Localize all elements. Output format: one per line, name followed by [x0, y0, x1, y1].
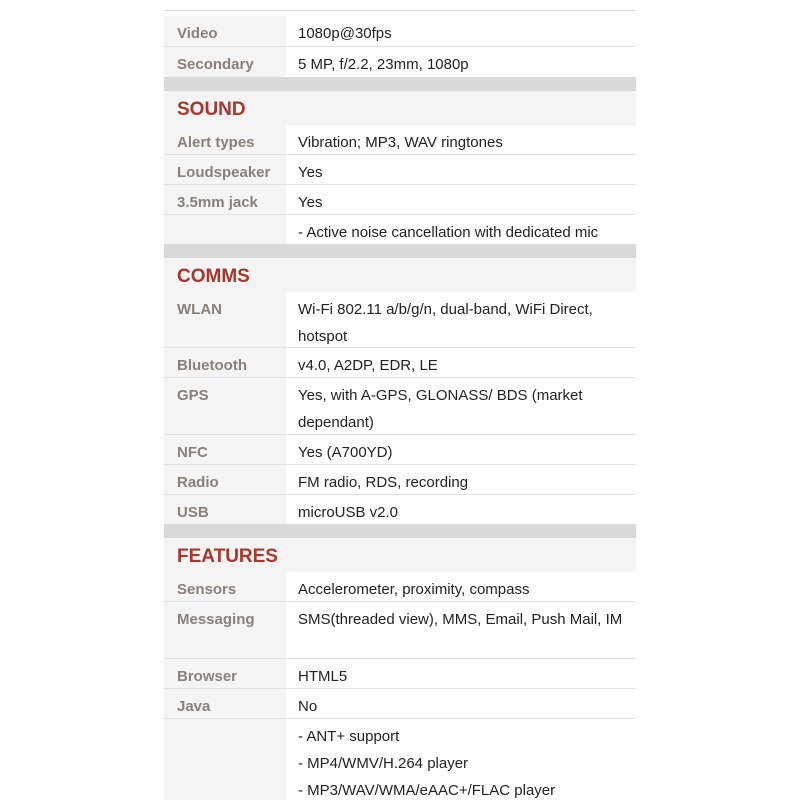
spec-row-sound-extra	[164, 215, 636, 244]
section-separator	[164, 77, 636, 91]
spec-row-browser	[164, 659, 636, 689]
spec-row-bluetooth	[164, 348, 636, 378]
spec-label: 3.5mm jack	[177, 194, 258, 211]
spec-value: Vibration; MP3, WAV ringtones	[298, 134, 503, 151]
spec-label: GPS	[177, 387, 209, 404]
spec-value: - Active noise cancellation with dedicated mic	[298, 224, 599, 241]
spec-row-wlan	[164, 292, 636, 348]
section-title-comms: COMMS	[164, 258, 636, 292]
spec-value: Wi-Fi 802.11 a/b/g/n, dual-band, WiFi Direct, hotspot	[298, 301, 593, 345]
feature-line: - MP3/WAV/WMA/eAAC+/FLAC player	[298, 782, 556, 799]
spec-label: USB	[177, 504, 209, 521]
spec-value: 1080p@30fps	[298, 25, 392, 42]
section-title-features: FEATURES	[164, 538, 636, 572]
spec-value: No	[298, 698, 318, 715]
spec-value: Yes	[298, 194, 323, 211]
spec-label: Radio	[177, 474, 219, 491]
divider	[164, 10, 636, 11]
spec-row-features-extra	[164, 719, 636, 800]
spec-row-radio	[164, 465, 636, 495]
spec-value: FM radio, RDS, recording	[298, 474, 469, 491]
spec-row-loudspeaker	[164, 155, 636, 185]
spec-row-gps	[164, 378, 636, 435]
spec-row-secondary	[164, 47, 636, 77]
spec-label: Messaging	[177, 611, 255, 628]
spec-row-alert-types	[164, 125, 636, 155]
spec-label: NFC	[177, 444, 208, 461]
section-separator	[164, 524, 636, 538]
spec-value: Yes	[298, 164, 323, 181]
spec-row-usb	[164, 495, 636, 524]
spec-value: HTML5	[298, 668, 348, 685]
spec-value: Yes (A700YD)	[298, 444, 393, 461]
feature-line: - MP4/WMV/H.264 player	[298, 755, 469, 772]
spec-row-3-5mm-jack	[164, 185, 636, 215]
spec-row-sensors	[164, 572, 636, 602]
section-title-sound: SOUND	[164, 91, 636, 125]
spec-row-nfc	[164, 435, 636, 465]
spec-label: Bluetooth	[177, 357, 247, 374]
spec-label: Sensors	[177, 581, 237, 598]
spec-value: SMS(threaded view), MMS, Email, Push Mail, IM	[298, 611, 623, 628]
spec-sheet	[164, 0, 636, 800]
spec-row-video	[164, 16, 636, 47]
spec-value: v4.0, A2DP, EDR, LE	[298, 357, 438, 374]
spec-label: Browser	[177, 668, 238, 685]
spec-value: Accelerometer, proximity, compass	[298, 581, 530, 598]
spec-label: Java	[177, 698, 211, 715]
spec-row-messaging	[164, 602, 636, 659]
spec-value: Yes, with A-GPS, GLONASS/ BDS (market dependant)	[298, 387, 583, 431]
spec-value: 5 MP, f/2.2, 23mm, 1080p	[298, 56, 469, 73]
section-separator	[164, 244, 636, 258]
spec-label: Secondary	[177, 56, 254, 73]
spec-label: WLAN	[177, 301, 222, 318]
spec-label: Loudspeaker	[177, 164, 271, 181]
spec-row-java	[164, 689, 636, 719]
spec-label: Alert types	[177, 134, 255, 151]
spec-label: Video	[177, 25, 218, 42]
spec-value	[298, 723, 628, 800]
feature-line: - ANT+ support	[298, 728, 400, 745]
spec-value: microUSB v2.0	[298, 504, 399, 521]
